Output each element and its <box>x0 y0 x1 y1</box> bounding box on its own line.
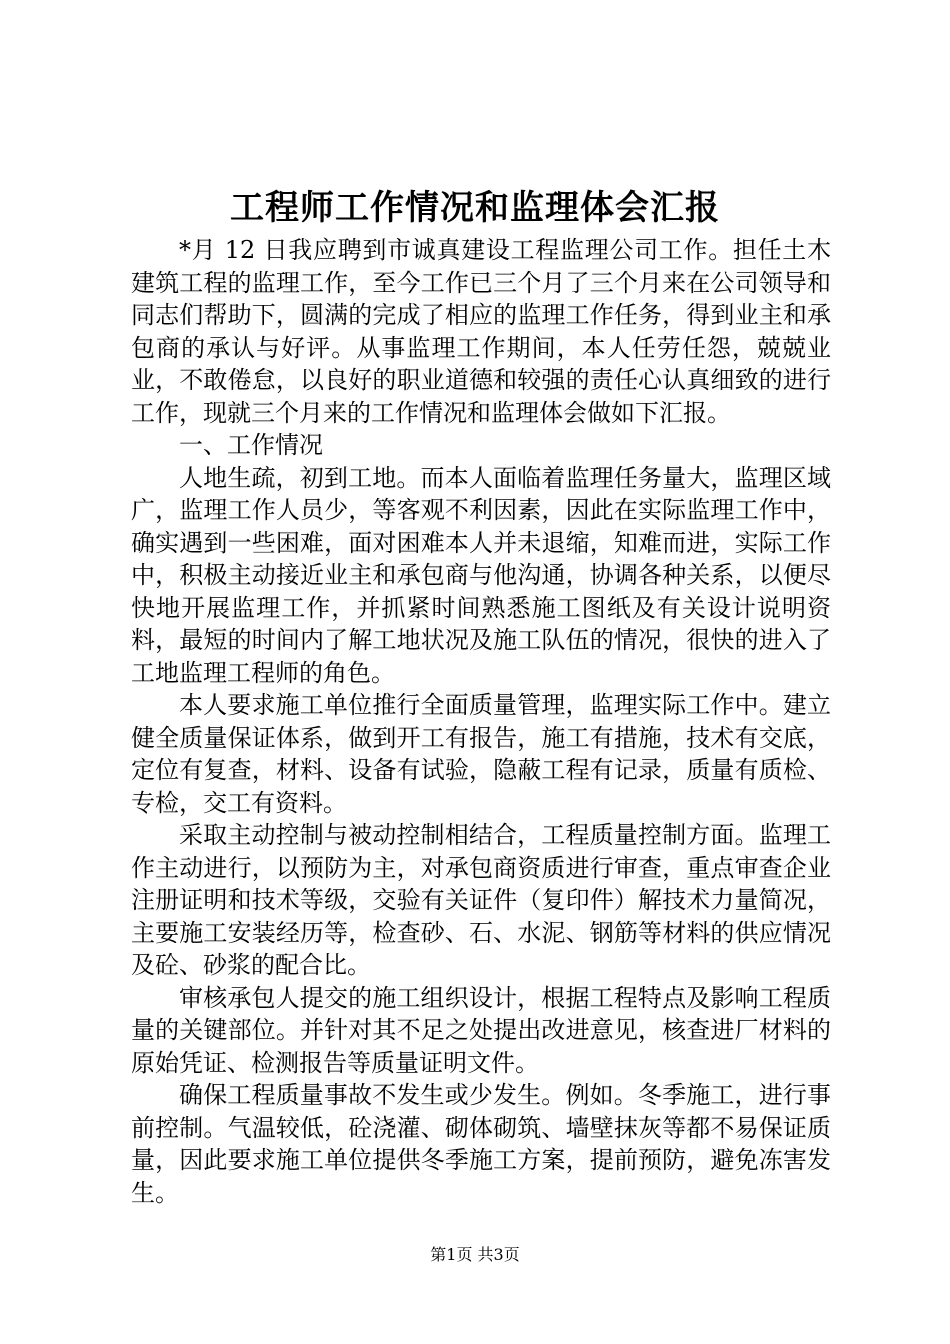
document-title: 工程师工作情况和监理体会汇报 <box>230 188 720 228</box>
paragraph-intro: *月 12 日我应聘到市诚真建设工程监理公司工作。担任土木建筑工程的监理工作，至今工作已三个月了三个月来在公司领导和同志们帮助下，圆满的完成了相应的监理工作任务，得到业主和承包商的承认与好评。从事监理工作期间，本人任劳任怨，兢兢业业，不敢倦怠，以良好的职业道德和较强的责任心认真细致的进行工作，现就三个月来的工作情况和监理体会做如下汇报。 <box>131 236 831 427</box>
document-body <box>131 234 831 1209</box>
section-heading-work-status: 一、工作情况 <box>179 431 323 459</box>
paragraph-quality-management: 本人要求施工单位推行全面质量管理，监理实际工作中。建立健全质量保证体系，做到开工有报告，施工有措施，技术有交底，定位有复查，材料、设备有试验，隐蔽工程有记录，质量有质检、专检，交工有资料。 <box>131 691 831 817</box>
page-footer: 第1页 共3页 <box>430 1245 520 1264</box>
paragraph-construction-plan-review: 审核承包人提交的施工组织设计，根据工程特点及影响工程质量的关键部位。并针对其不足之处提出改进意见，核查进厂材料的原始凭证、检测报告等质量证明文件。 <box>131 983 831 1077</box>
paragraph-arrival: 人地生疏，初到工地。而本人面临着监理任务量大，监理区域广，监理工作人员少，等客观不利因素，因此在实际监理工作中，确实遇到一些困难，面对困难本人并未退缩，知难而进，实际工作中，积极主动接近业主和承包商与他沟通，协调各种关系，以便尽快地开展监理工作，并抓紧时间熟悉施工图纸及有关设计说明资料，最短的时间内了解工地状况及施工队伍的情况，很快的进入了工地监理工程师的角色。 <box>131 463 831 687</box>
paragraph-accident-prevention: 确保工程质量事故不发生或少发生。例如。冬季施工，进行事前控制。气温较低，砼浇灌、砌体砌筑、墙壁抹灰等都不易保证质量，因此要求施工单位提供冬季施工方案，提前预防，避免冻害发生。 <box>131 1081 831 1207</box>
paragraph-quality-control: 采取主动控制与被动控制相结合，工程质量控制方面。监理工作主动进行，以预防为主，对承包商资质进行审查，重点审查企业注册证明和技术等级，交验有关证件（复印件）解技术力量简况，主要施工安装经历等，检查砂、石、水泥、钢筋等材料的供应情况及砼、砂浆的配合比。 <box>131 821 831 979</box>
